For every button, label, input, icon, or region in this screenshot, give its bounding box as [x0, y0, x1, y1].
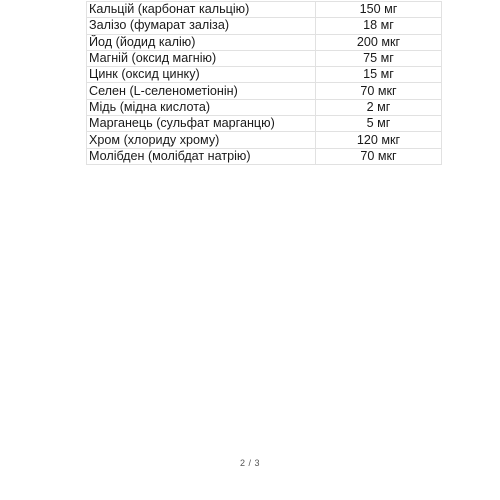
nutrient-name: Марганець (сульфат марганцю) [87, 116, 316, 132]
table-row [87, 148, 442, 164]
table-row [87, 132, 442, 148]
nutrient-amount: 75 мг [316, 50, 442, 66]
page-indicator: 2 / 3 [239, 458, 260, 468]
nutrient-name: Йод (йодид калію) [87, 34, 316, 50]
nutrient-name: Цинк (оксид цинку) [87, 67, 316, 83]
table-row [87, 99, 442, 115]
nutrient-amount: 70 мкг [316, 83, 442, 99]
nutrient-amount: 15 мг [316, 67, 442, 83]
nutrient-amount: 2 мг [316, 99, 442, 115]
nutrient-amount: 5 мг [316, 116, 442, 132]
nutrient-name: Молібден (молібдат натрію) [87, 148, 316, 164]
nutrient-name: Магній (оксид магнію) [87, 50, 316, 66]
nutrient-name: Мідь (мідна кислота) [87, 99, 316, 115]
table-row [87, 50, 442, 66]
nutrient-table [86, 1, 442, 165]
nutrient-amount: 70 мкг [316, 148, 442, 164]
nutrient-name: Селен (L-селенометіонін) [87, 83, 316, 99]
table-row [87, 116, 442, 132]
table-row [87, 67, 442, 83]
nutrient-amount: 200 мкг [316, 34, 442, 50]
nutrient-amount: 120 мкг [316, 132, 442, 148]
nutrient-name: Кальцій (карбонат кальцію) [87, 2, 316, 18]
table-row [87, 83, 442, 99]
table-row [87, 2, 442, 18]
nutrient-amount: 150 мг [316, 2, 442, 18]
nutrient-name: Залізо (фумарат заліза) [87, 18, 316, 34]
table-row [87, 18, 442, 34]
nutrient-amount: 18 мг [316, 18, 442, 34]
nutrient-name: Хром (хлориду хрому) [87, 132, 316, 148]
table-row [87, 34, 442, 50]
